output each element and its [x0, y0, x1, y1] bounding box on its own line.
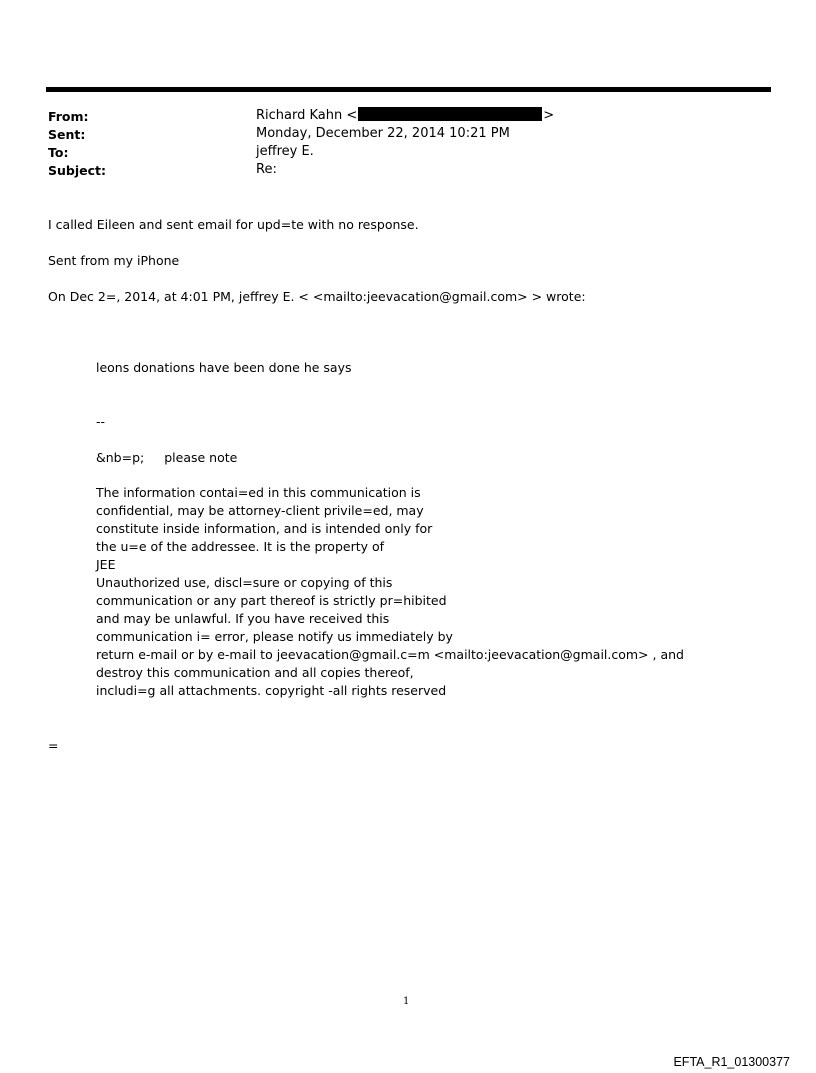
disclaimer-line: return e-mail or by e-mail to jeevacation@gmail.c=m <mailto:jeevacation@gmail.com> , and [96, 647, 684, 662]
quoted-nbsp-text: &nb=p; [96, 450, 145, 465]
sent-value: Monday, December 22, 2014 10:21 PM [256, 126, 510, 141]
disclaimer-line: JEE [96, 557, 116, 572]
quoted-please-note-line [96, 449, 237, 467]
quoted-please-note: please note [164, 450, 238, 465]
body-line-signature: Sent from my iPhone [48, 253, 180, 268]
disclaimer-line: confidential, may be attorney-client privile=ed, may [96, 503, 424, 518]
disclaimer-line: The information contai=ed in this communication is [96, 485, 421, 500]
header-rule [46, 87, 771, 92]
from-value [256, 107, 554, 125]
body-line-quote-intro: On Dec 2=, 2014, at 4:01 PM, jeffrey E. < <mailto:jeevacation@gmail.com> > wrote: [48, 289, 586, 304]
subject-label: Subject: [48, 163, 106, 178]
subject-value: Re: [256, 162, 277, 177]
sent-label: Sent: [48, 127, 86, 142]
from-label: From: [48, 109, 89, 124]
quoted-separator: -- [96, 414, 106, 429]
disclaimer-line: communication or any part thereof is strictly pr=hibited [96, 593, 447, 608]
trailer-equals: = [48, 738, 59, 753]
to-value: jeffrey E. [256, 144, 314, 159]
disclaimer-line: and may be unlawful. If you have received this [96, 611, 390, 626]
page-number: 1 [403, 996, 410, 1007]
to-label: To: [48, 145, 69, 160]
from-bracket-close: > [543, 108, 555, 123]
disclaimer-line: constitute inside information, and is intended only for [96, 521, 433, 536]
quoted-message: leons donations have been done he says [96, 360, 352, 375]
disclaimer-line: destroy this communication and all copies thereof, [96, 665, 414, 680]
disclaimer-line: includi=g all attachments. copyright -all rights reserved [96, 683, 447, 698]
body-line-reply: I called Eileen and sent email for upd=te with no response. [48, 217, 419, 232]
document-id: EFTA_R1_01300377 [673, 1055, 790, 1069]
disclaimer-line: communication i= error, please notify us immediately by [96, 629, 453, 644]
from-name: Richard Kahn < [256, 108, 358, 123]
redaction-box [358, 107, 542, 121]
disclaimer-line: the u=e of the addressee. It is the property of [96, 539, 385, 554]
disclaimer-block [96, 484, 684, 700]
disclaimer-line: Unauthorized use, discl=sure or copying of this [96, 575, 393, 590]
